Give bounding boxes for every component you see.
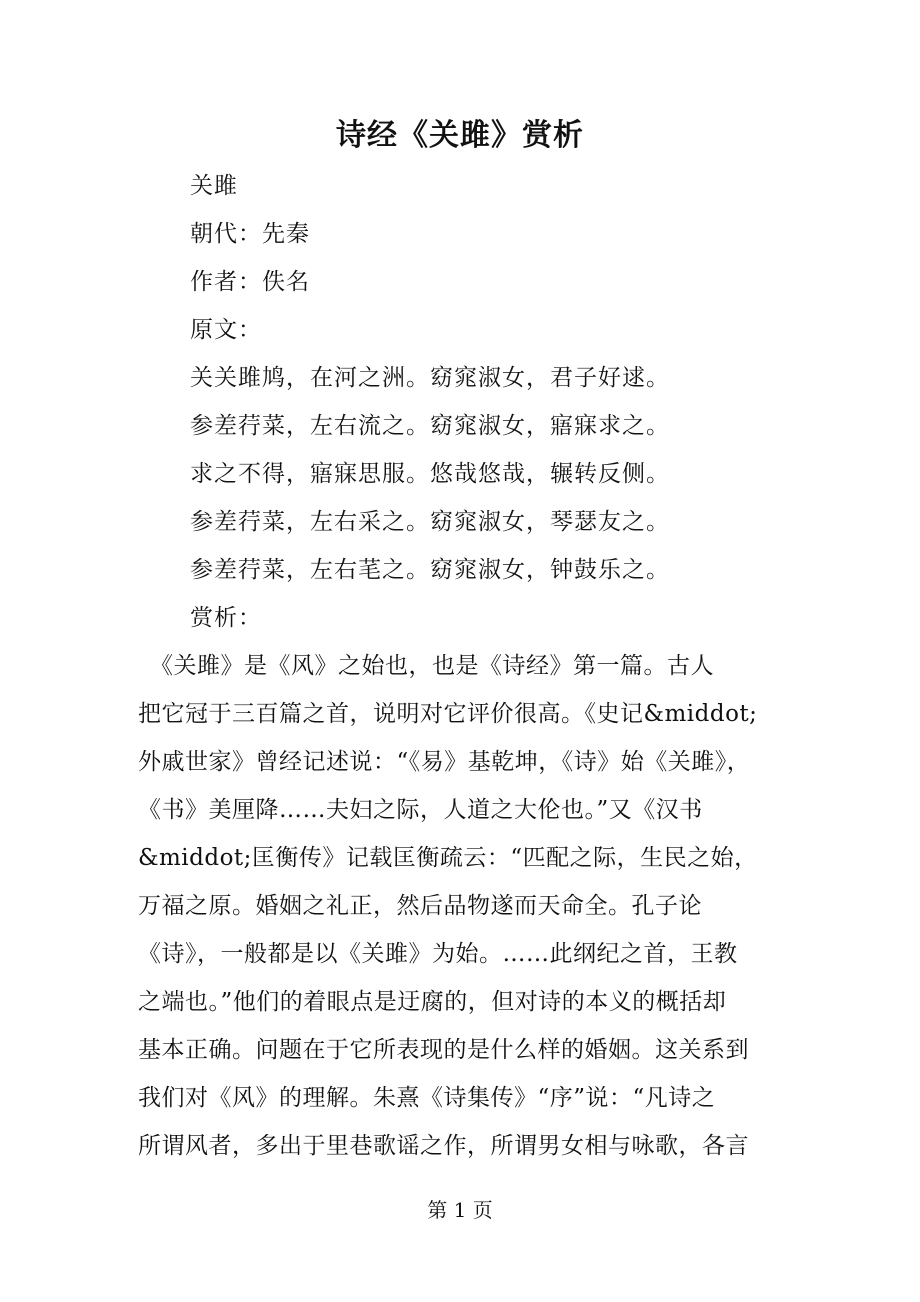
poem-stanza-line: 参差荇菜，左右芼之。窈窕淑女，钟鼓乐之。 [190,557,670,583]
analysis-line: 把它冠于三百篇之首，说明对它评价很高。《史记&middot; [138,701,758,727]
analysis-line: 外戚世家》曾经记述说：“《易》基乾坤，《诗》始《关雎》， [138,749,751,775]
analysis-paragraph [138,642,818,1170]
analysis-line: 《书》美厘降……夫妇之际，人道之大伦也。”又《汉书 [138,797,703,823]
page-number: 第 1 页 [427,1198,493,1222]
analysis-line: 基本正确。问题在于它所表现的是什么样的婚姻。这关系到 [138,1037,749,1063]
dynasty-line: 朝代：先秦 [190,221,310,247]
analysis-line: 所谓风者，多出于里巷歌谣之作，所谓男女相与咏歌，各言 [138,1133,749,1159]
analysis-line: 我们对《风》的理解。朱熹《诗集传》“序”说：“凡诗之 [138,1085,716,1111]
analysis-line: 万福之原。婚姻之礼正，然后品物遂而天命全。孔子论 [138,893,702,919]
original-text-label: 原文： [190,317,262,343]
poem-stanza-line: 参差荇菜，左右采之。窈窕淑女，琴瑟友之。 [190,509,670,535]
analysis-line: 《关雎》是《风》之始也，也是《诗经》第一篇。古人 [138,653,714,679]
poem-stanza-line: 参差荇菜，左右流之。窈窕淑女，寤寐求之。 [190,413,670,439]
poem-title: 关雎 [190,173,238,199]
analysis-label: 赏析： [190,605,262,631]
poem-stanza-line: 求之不得，寤寐思服。悠哉悠哉，辗转反侧。 [190,461,670,487]
document-title: 诗经《关雎》赏析 [336,118,584,153]
analysis-line: &middot;匡衡传》记载匡衡疏云：“匹配之际，生民之始， [138,845,758,871]
poem-section [190,162,830,642]
analysis-line: 《诗》，一般都是以《关雎》为始。……此纲纪之首，王教 [138,941,738,967]
analysis-line: 之端也。”他们的着眼点是迂腐的，但对诗的本义的概括却 [138,989,727,1015]
author-line: 作者：佚名 [190,269,310,295]
poem-stanza-line: 关关雎鸠，在河之洲。窈窕淑女，君子好逑。 [190,365,670,391]
